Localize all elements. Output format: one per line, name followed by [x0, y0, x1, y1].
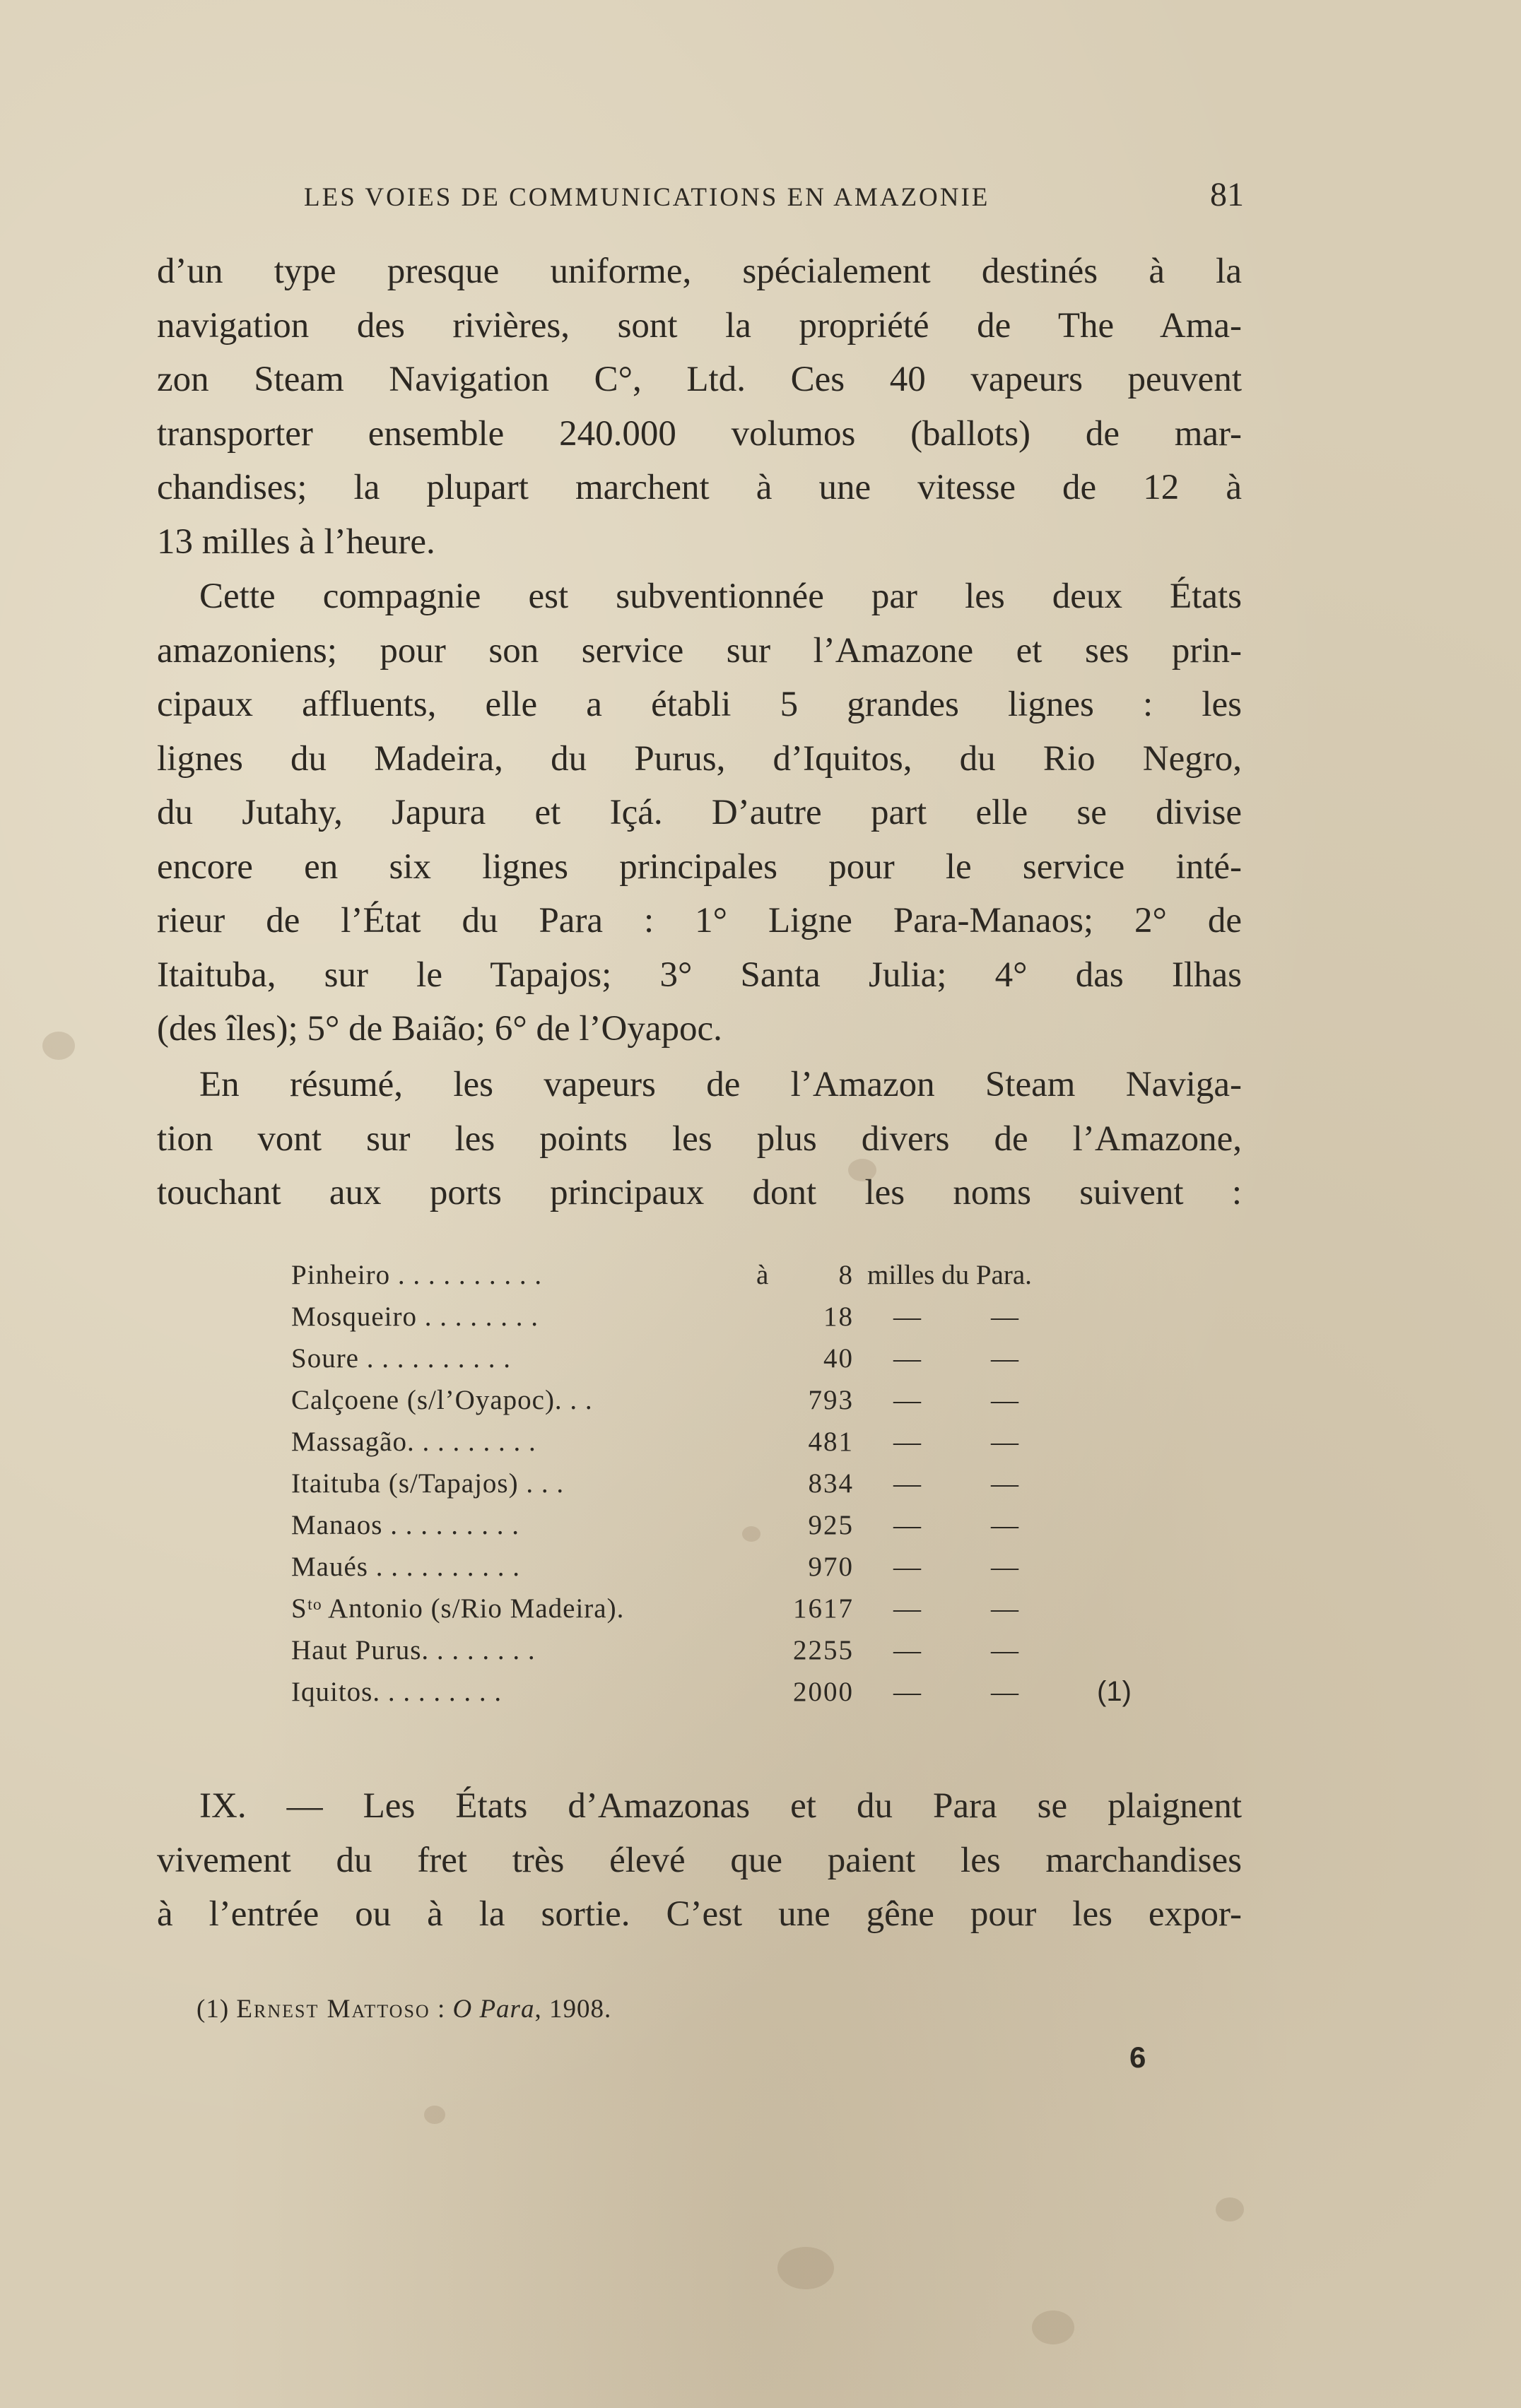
text-line: à l’entrée ou à la sortie. C’est une gêne pour les expor- [157, 1894, 1242, 1934]
miles-value: 40 [823, 1343, 854, 1374]
ditto-dash: — [893, 1593, 921, 1624]
footnote-marker: (1) [196, 1995, 230, 2024]
place-name: Haut Purus. . . . . . . . [291, 1635, 536, 1665]
table-row [291, 1426, 1231, 1468]
miles-value: 18 [823, 1302, 854, 1332]
ditto-dash: — [991, 1593, 1018, 1624]
miles-value: 793 [808, 1385, 854, 1415]
ditto-dash: — [991, 1343, 1018, 1374]
text-line: encore en six lignes principales pour le service inté- [157, 846, 1242, 887]
paragraph-continuation [157, 244, 1242, 569]
preposition: à [756, 1260, 769, 1290]
text-line: vivement du fret très élevé que paient les marchandises [157, 1840, 1242, 1880]
miles-value: 970 [808, 1552, 854, 1582]
paragraph-section-ix [157, 1779, 1242, 1942]
ditto-dash: — [991, 1468, 1018, 1499]
table-row [291, 1676, 1231, 1718]
text-line: touchant aux ports principaux dont les noms suivent : [157, 1173, 1242, 1212]
text-line: navigation des rivières, sont la propriété de The Ama- [157, 305, 1242, 346]
table-row [291, 1551, 1231, 1593]
paper-stain [424, 2106, 445, 2124]
paper-stain [42, 1032, 75, 1060]
paper-stain [777, 2247, 834, 2289]
table-row [291, 1634, 1231, 1676]
unit-label: milles du Para. [867, 1260, 1032, 1290]
footnote [196, 1994, 611, 2024]
footnote-reference: (1) [1097, 1676, 1132, 1707]
miles-value: 2000 [793, 1677, 854, 1707]
paragraph-summary [157, 1058, 1242, 1220]
ditto-dash: — [991, 1385, 1018, 1415]
page-header [304, 175, 1244, 218]
place-name: Pinheiro . . . . . . . . . . [291, 1260, 543, 1290]
text-line: Cette compagnie est subventionnée par les deux États [199, 577, 1242, 616]
footnote-title: O Para [452, 1995, 535, 2024]
paper-stain [1032, 2310, 1074, 2344]
ditto-dash: — [893, 1552, 921, 1582]
text-line: rieur de l’État du Para : 1° Ligne Para-Manaos; 2° de [157, 901, 1242, 940]
ditto-dash: — [991, 1302, 1018, 1332]
text-line: (des îles); 5° de Baião; 6° de l’Oyapoc. [157, 1009, 722, 1049]
miles-value: 8 [838, 1260, 854, 1290]
ditto-dash: — [991, 1427, 1018, 1457]
table-row [291, 1342, 1231, 1384]
ditto-dash: — [991, 1510, 1018, 1540]
table-row [291, 1593, 1231, 1634]
ditto-dash: — [893, 1510, 921, 1540]
miles-value: 925 [808, 1510, 854, 1540]
ditto-dash: — [893, 1302, 921, 1332]
ditto-dash: — [893, 1427, 921, 1457]
place-name: Itaituba (s/Tapajos) . . . [291, 1468, 565, 1499]
ditto-dash: — [991, 1677, 1018, 1707]
text-line: transporter ensemble 240.000 volumos (ballots) de mar- [157, 413, 1242, 454]
text-line: d’un type presque uniforme, spécialement destinés à la [157, 252, 1242, 291]
ditto-dash: — [991, 1552, 1018, 1582]
place-name: Massagão. . . . . . . . . [291, 1427, 536, 1457]
ditto-dash: — [893, 1635, 921, 1665]
text-line: amazoniens; pour son service sur l’Amazone et ses prin- [157, 630, 1242, 671]
distance-table [291, 1259, 1231, 1718]
paragraph-company [157, 569, 1242, 1056]
text-line: zon Steam Navigation C°, Ltd. Ces 40 vapeurs peuvent [157, 360, 1242, 399]
place-name: Maués . . . . . . . . . . [291, 1552, 520, 1582]
ditto-dash: — [893, 1468, 921, 1499]
place-name: Soure . . . . . . . . . . [291, 1343, 511, 1374]
text-line: IX. — Les États d’Amazonas et du Para se plaignent [199, 1786, 1242, 1826]
paper-stain [1216, 2197, 1244, 2221]
ditto-dash: — [991, 1635, 1018, 1665]
text-line: Itaituba, sur le Tapajos; 3° Santa Julia; 4° das Ilhas [157, 955, 1242, 995]
place-name: Sᵗᵒ Antonio (s/Rio Madeira). [291, 1593, 625, 1624]
text-line: 13 milles à l’heure. [157, 521, 435, 562]
miles-value: 1617 [793, 1593, 854, 1624]
signature-mark: 6 [1129, 2041, 1146, 2074]
table-row [291, 1259, 1231, 1301]
table-row [291, 1509, 1231, 1551]
table-row [291, 1301, 1231, 1342]
text-line: chandises; la plupart marchent à une vitesse de 12 à [157, 468, 1242, 507]
ditto-dash: — [893, 1343, 921, 1374]
miles-value: 834 [808, 1468, 854, 1499]
text-line: cipaux affluents, elle a établi 5 grandes lignes : les [157, 685, 1242, 724]
place-name: Manaos . . . . . . . . . [291, 1510, 519, 1540]
page-number: 81 [1210, 176, 1244, 213]
text-line: tion vont sur les points les plus divers de l’Amazone, [157, 1119, 1242, 1159]
ditto-dash: — [893, 1385, 921, 1415]
footnote-year: , 1908. [534, 1995, 612, 2024]
place-name: Iquitos. . . . . . . . . [291, 1677, 503, 1707]
place-name: Mosqueiro . . . . . . . . [291, 1302, 539, 1332]
footnote-author: Ernest Mattoso [236, 1995, 430, 2024]
table-row [291, 1384, 1231, 1426]
footnote-separator: : [437, 1995, 446, 2024]
table-row [291, 1468, 1231, 1509]
text-line: En résumé, les vapeurs de l’Amazon Steam Naviga- [199, 1065, 1242, 1104]
text-line: lignes du Madeira, du Purus, d’Iquitos, du Rio Negro, [157, 738, 1242, 779]
place-name: Calçoene (s/l’Oyapoc). . . [291, 1385, 593, 1415]
text-line: du Jutahy, Japura et Içá. D’autre part elle se divise [157, 793, 1242, 832]
miles-value: 2255 [793, 1635, 854, 1665]
ditto-dash: — [893, 1677, 921, 1707]
running-title: LES VOIES DE COMMUNICATIONS EN AMAZONIE [304, 183, 990, 212]
miles-value: 481 [808, 1427, 854, 1457]
